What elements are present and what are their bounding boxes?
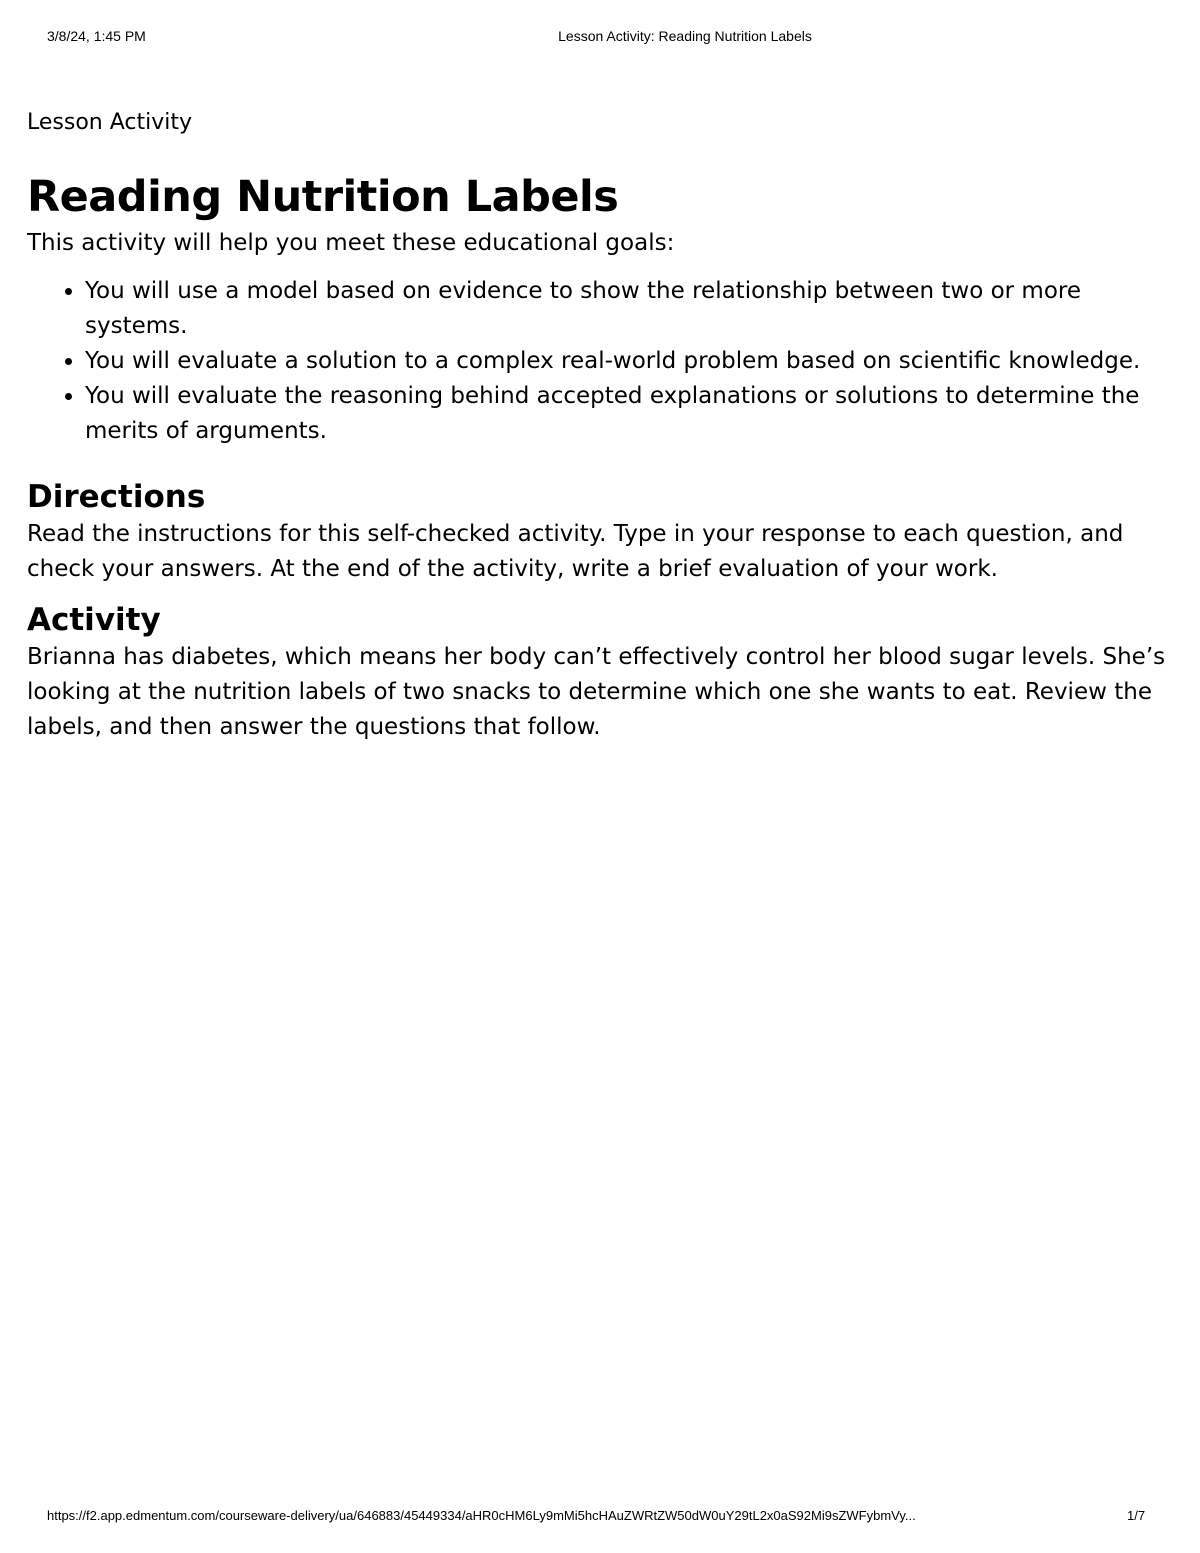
lesson-type-label: Lesson Activity [27,110,192,135]
goals-list [27,274,1177,449]
print-header [0,28,1200,48]
print-page-title: Lesson Activity: Reading Nutrition Labels [558,28,812,44]
print-footer [0,1508,1200,1528]
directions-text: Read the instructions for this self-checked activity. Type in your response to each question, and check your answers. At the end of the activity, write a brief evaluation of your work. [27,521,1124,582]
directions-heading: Directions [27,479,206,515]
activity-text: Brianna has diabetes, which means her body can’t effectively control her blood sugar levels. She’s looking at the nutrition labels of two snacks to determine which one she wants to eat. Review the labels, and then answer the questions that follow. [27,644,1166,740]
lesson-content [27,108,1177,745]
print-datetime: 3/8/24, 1:45 PM [47,28,146,44]
activity-heading: Activity [27,602,161,638]
goal-item: • You will use a model based on evidence to show the relationship between two or more systems. [85,274,1177,344]
goal-item: • You will evaluate the reasoning behind accepted explanations or solutions to determine the merits of arguments. [85,379,1177,449]
goal-item: • You will evaluate a solution to a complex real-world problem based on scientific knowledge. [85,344,1177,379]
page-title: Reading Nutrition Labels [27,172,619,222]
print-source-url: https://f2.app.edmentum.com/courseware-delivery/ua/646883/45449334/aHR0cHM6Ly9mMi5hcHAuZWRtZW50dW0uY29tL2x0aS92Mi9sZWFybmVy... [47,1508,916,1523]
goals-intro: This activity will help you meet these educational goals: [27,230,675,256]
page-number: 1/7 [1127,1508,1146,1523]
